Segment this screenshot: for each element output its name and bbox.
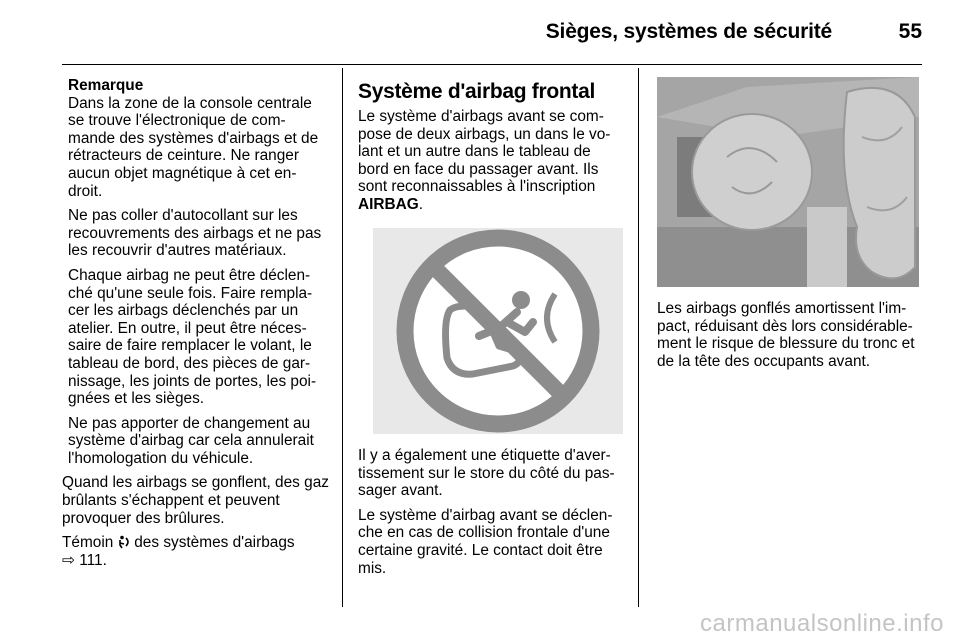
column-left [62,77,330,576]
column-divider [638,68,639,607]
column-right [657,300,923,377]
page-ref[interactable]: 111. [79,551,107,569]
body-paragraph: Les airbags gonflés amortissent l'im-pact, réduisant dès lors considérable-ment le risque de blessure du tronc et de la tête des occupants avant. [657,300,915,370]
page-number: 55 [898,20,922,43]
page-ref-arrow: ⇨ [62,551,75,569]
no-child-seat-airbag-icon [373,228,623,434]
body-paragraph: Quand les airbags se gonflent, des gaz brûlants s'échappent et peuvent provoquer des brûlures. [62,474,329,527]
page-title: Sièges, systèmes de sécurité [545,20,832,43]
column-middle [358,80,624,221]
deployed-airbags-photo [657,77,919,287]
warning-lamp-paragraph [62,534,330,569]
remark-paragraph: Ne pas apporter de changement au système d'airbag car cela annulerait l'homologation du véhicule. [68,414,314,467]
body-paragraph: Le système d'airbags avant se com-pose de deux airbags, un dans le vo-lant et un autre dans le tableau de bord en face du passager avant. Ils sont reconnaissables à l'inscription AIRBAG. [358,108,611,213]
remark-block [68,77,330,467]
remark-title: Remarque [68,77,144,94]
watermark: carmanualsonline.info [700,610,944,637]
airbag-label: AIRBAG [358,195,419,213]
page-header [0,16,960,50]
airbag-warning-icon [118,535,135,550]
remark-paragraph: Chaque airbag ne peut être déclen-ché qu'une seule fois. Faire rempla-cer les airbags déclenchés par un atelier. En outre, il peut être néces-saire de faire remplacer le volant, le tableau de bord, des pièces de gar-nissage, les joints de portes, les poi-gnées et les sièges. [68,266,317,408]
header-rule [62,64,922,65]
body-paragraph: Il y a également une étiquette d'aver-tissement sur le store du côté du pas-sager avant. [358,447,615,500]
warning-lamp-label: Témoin [62,534,114,552]
remark-paragraph: Dans la zone de la console centrale se trouve l'électronique de com-mande des systèmes d'airbags et de rétracteurs de ceinture. Ne ranger aucun objet magnétique à cet en-droit. [68,94,319,200]
section-heading: Système d'airbag frontal [358,80,596,103]
body-paragraph: Le système d'airbag avant se déclen-che en cas de collision frontale d'une certaine gravité. Le contact doit être mis. [358,506,613,577]
column-divider [342,68,343,607]
remark-paragraph: Ne pas coller d'autocollant sur les recouvrements des airbags et ne pas les recouvrir d'autres matériaux. [68,207,322,260]
column-middle-lower [358,447,624,584]
warning-lamp-text: des systèmes d'airbags [134,534,295,552]
